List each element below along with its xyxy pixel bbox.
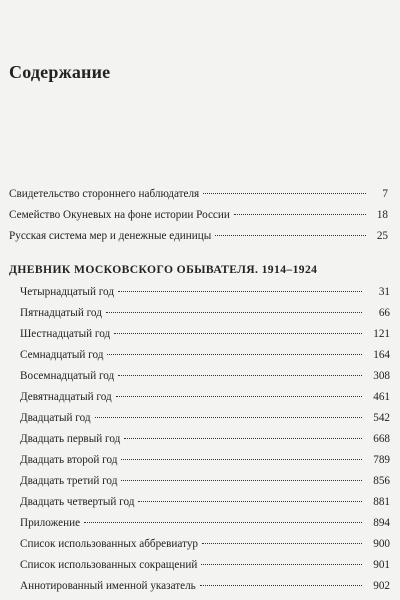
dot-leader xyxy=(203,193,366,194)
toc-entry xyxy=(20,327,390,341)
toc-entry xyxy=(20,285,390,299)
toc-entry-page: 308 xyxy=(373,370,390,382)
toc-entry xyxy=(20,516,390,530)
toc-entry-label: Русская система мер и денежные единицы xyxy=(9,230,212,242)
dot-leader xyxy=(114,333,362,334)
toc-entry xyxy=(20,495,390,509)
toc-entry xyxy=(20,411,390,425)
page-title: Содержание xyxy=(9,62,111,82)
toc-entry-page: 25 xyxy=(376,230,388,242)
toc-entry-label: Аннотированный именной указатель xyxy=(20,580,196,592)
dot-leader xyxy=(138,501,362,502)
dot-leader xyxy=(234,214,366,215)
toc-entry xyxy=(20,558,390,572)
dot-leader xyxy=(84,522,362,523)
toc-entry-page: 542 xyxy=(373,412,390,424)
toc-entry-page: 789 xyxy=(373,454,390,466)
toc-entry xyxy=(9,208,388,222)
toc-entry-label: Двадцать третий год xyxy=(20,475,118,487)
toc-entry-label: Восемнадцатый год xyxy=(20,370,115,382)
toc-entry-page: 66 xyxy=(378,307,390,319)
toc-entry xyxy=(20,369,390,383)
toc-entry-page: 461 xyxy=(373,391,390,403)
toc-entry-page: 31 xyxy=(378,286,390,298)
toc-entry-page: 881 xyxy=(373,496,390,508)
toc-entry-label: Двадцать второй год xyxy=(20,454,118,466)
toc-entry-label: Свидетельство стороннего наблюдателя xyxy=(9,188,200,200)
toc-entry-label: Список использованных аббревиатур xyxy=(20,538,199,550)
toc-entry-label: Список использованных сокращений xyxy=(20,559,198,571)
toc-entry xyxy=(9,187,388,201)
dot-leader xyxy=(106,312,362,313)
toc-entry-label: Семейство Окуневых на фоне истории России xyxy=(9,209,230,221)
toc-entry-label: Двадцатый год xyxy=(20,412,91,424)
toc-entry xyxy=(20,537,390,551)
dot-leader xyxy=(118,291,362,292)
toc-entry-page: 894 xyxy=(373,517,390,529)
dot-leader xyxy=(121,480,362,481)
toc-entry xyxy=(20,432,390,446)
toc-entry-page: 901 xyxy=(373,559,390,571)
toc-entry-label: Четырнадцатый год xyxy=(20,286,115,298)
toc-entry-label: Двадцать четвертый год xyxy=(20,496,135,508)
toc-entry-label: Девятнадцатый год xyxy=(20,391,112,403)
toc-entry xyxy=(20,453,390,467)
dot-leader xyxy=(116,396,362,397)
toc-entry-label: Двадцать первый год xyxy=(20,433,121,445)
toc-entry-label: Пятнадцатый год xyxy=(20,307,102,319)
toc-entry xyxy=(20,390,390,404)
dot-leader xyxy=(118,375,362,376)
toc-entry-page: 121 xyxy=(373,328,390,340)
toc-entry xyxy=(20,348,390,362)
dot-leader xyxy=(200,585,362,586)
toc-entry-page: 18 xyxy=(376,209,388,221)
toc-entry-label: Семнадцатый год xyxy=(20,349,104,361)
dot-leader xyxy=(201,564,362,565)
dot-leader xyxy=(107,354,362,355)
toc-entry-page: 856 xyxy=(373,475,390,487)
dot-leader xyxy=(124,438,362,439)
toc-entry xyxy=(9,229,388,243)
dot-leader xyxy=(215,235,366,236)
toc-entry-page: 668 xyxy=(373,433,390,445)
section-heading: ДНЕВНИК МОСКОВСКОГО ОБЫВАТЕЛЯ. 1914–1924 xyxy=(9,263,318,276)
toc-entry xyxy=(20,306,390,320)
toc-entry-label: Шестнадцатый год xyxy=(20,328,111,340)
dot-leader xyxy=(202,543,362,544)
toc-entry-page: 900 xyxy=(373,538,390,550)
toc-entry xyxy=(20,579,390,593)
toc-entry xyxy=(20,474,390,488)
toc-entry-page: 902 xyxy=(373,580,390,592)
dot-leader xyxy=(121,459,362,460)
toc-entry-page: 164 xyxy=(373,349,390,361)
toc-entry-page: 7 xyxy=(382,188,388,200)
dot-leader xyxy=(95,417,362,418)
toc-entry-label: Приложение xyxy=(20,517,81,529)
